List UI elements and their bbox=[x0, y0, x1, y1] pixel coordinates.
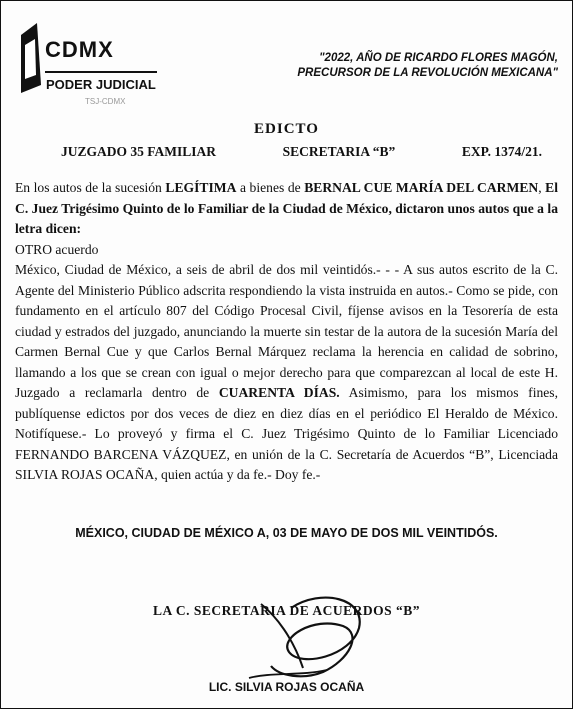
handwritten-signature bbox=[231, 586, 381, 686]
judge-statement: El C. Juez Trigésimo Quinto de lo Familiar de la Ciudad de México, dictaron unos autos que a la letra dicen: bbox=[15, 180, 558, 236]
deadline-days: CUARENTA DÍAS. bbox=[218, 385, 340, 400]
signer-title: LA C. SECRETARIA DE ACUERDOS “B” bbox=[152, 603, 421, 618]
court-name: JUZGADO 35 FAMILIAR bbox=[61, 144, 216, 159]
logo-cdmx-text: CDMX bbox=[45, 37, 114, 62]
edict-body bbox=[15, 178, 558, 486]
intro-paragraph bbox=[15, 178, 558, 240]
intro-text-b: a bienes de bbox=[236, 180, 305, 195]
intro-text-c: , bbox=[538, 180, 546, 195]
intro-text-a: En los autos de la sucesión bbox=[15, 180, 166, 195]
case-header bbox=[61, 144, 542, 160]
logo-poder-judicial-text: PODER JUDICIAL bbox=[46, 77, 156, 92]
secretariat: SECRETARIA “B” bbox=[282, 144, 396, 159]
document-title: EDICTO bbox=[254, 121, 319, 137]
year-motto-line-2: PRECURSOR DE LA REVOLUCIÓN MEXICANA" bbox=[297, 67, 558, 79]
year-motto bbox=[297, 51, 558, 81]
poder-judicial-logo bbox=[15, 15, 165, 113]
signer-name: LIC. SILVIA ROJAS OCAÑA bbox=[208, 680, 365, 694]
case-number: EXP. 1374/21. bbox=[461, 144, 542, 159]
agreement-paragraph bbox=[15, 260, 558, 486]
other-agreement-label: OTRO acuerdo bbox=[15, 241, 99, 257]
succession-type: LEGÍTIMA bbox=[165, 180, 237, 195]
year-motto-line-1: "2022, AÑO DE RICARDO FLORES MAGÓN, bbox=[319, 52, 558, 64]
deceased-name: BERNAL CUE MARÍA DEL CARMEN bbox=[304, 180, 539, 195]
logo-subtitle-text: TSJ-CDMX bbox=[85, 97, 126, 106]
agreement-text-a: México, Ciudad de México, a seis de abril de dos mil veintidós.- - - A sus autos escrito de la C. Agente del Ministerio Público adscrita respondiendo la vista instruida en autos.- Como se pide, con fundamento en el artículo 807 del Código Procesal Civil, fíjense avisos en la Tesorería de esta ciudad y estrados del juzgado, anunciando la muerte sin testar de la autora de la sucesión María del Carmen Bernal Cue y que Carlos Bernal Márquez reclama la herencia en calidad de sobrino, llamando a los que se crean con igual o mejor derecho para que comparezcan al local de este H. Juzgado a reclamarla dentro de bbox=[15, 262, 558, 400]
closing-date-line: MÉXICO, CIUDAD DE MÉXICO A, 03 DE MAYO DE DOS MIL VEINTIDÓS. bbox=[75, 526, 498, 540]
agreement-text-b: Asimismo, para los mismos fines, publíquense edictos por dos veces de diez en diez días en el periódico El Heraldo de México. Notifíquese.- Lo proveyó y firma el C. Juez Trigésimo Quinto de lo Familiar Licenciado FERNANDO BARCENA VÁZQUEZ, en unión de la C. Secretaría de Acuerdos “B”, Licenciada SILVIA ROJAS OCAÑA, quien actúa y da fe.- Doy fe.- bbox=[15, 385, 558, 482]
